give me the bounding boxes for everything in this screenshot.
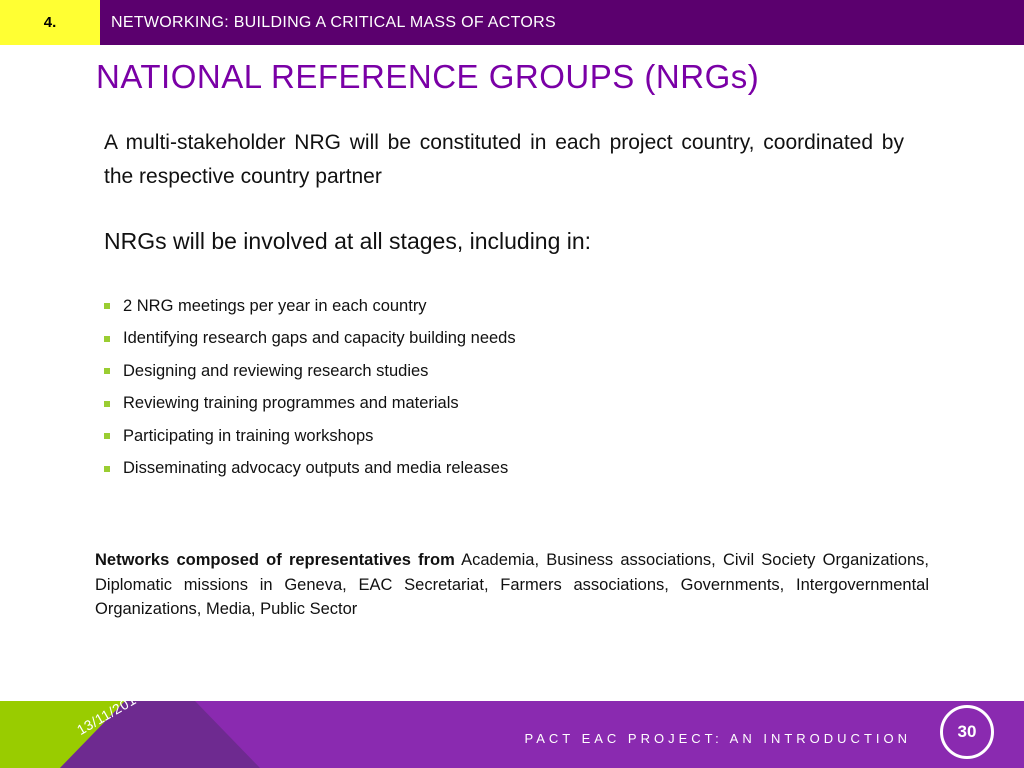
- list-item: [104, 290, 516, 323]
- networks-text: Academia, Business associations, Civil Society Organizations, Diplomatic missions in Geneva, EAC Secretariat, Farmers associations, Governments, Intergovernmental Organizations, Media, Public Sector: [95, 551, 929, 618]
- list-item-text: Designing and reviewing research studies: [123, 361, 429, 380]
- list-item-text: 2 NRG meetings per year in each country: [123, 296, 427, 315]
- footer-date: 13/11/2014: [74, 687, 147, 738]
- list-item: [104, 355, 516, 388]
- section-number: 4.: [0, 0, 100, 45]
- networks-paragraph: [95, 548, 929, 622]
- bullet-square-icon: [104, 466, 110, 472]
- slide-title: NATIONAL REFERENCE GROUPS (NRGs): [96, 58, 760, 95]
- list-item: [104, 420, 516, 453]
- list-item-text: Reviewing training programmes and materials: [123, 394, 459, 413]
- intro-paragraph: A multi-stakeholder NRG will be constituted in each project country, coordinated by the respective country partner: [104, 131, 904, 188]
- footer-caption: PACT EAC PROJECT: AN INTRODUCTION: [524, 731, 911, 746]
- lead-sentence: NRGs will be involved at all stages, including in:: [104, 228, 592, 254]
- bullet-square-icon: [104, 336, 110, 342]
- section-title: NETWORKING: BUILDING A CRITICAL MASS OF ACTORS: [111, 13, 556, 31]
- bullet-square-icon: [104, 303, 110, 309]
- page-number-badge: 30: [940, 705, 994, 759]
- networks-bold-lead: Networks composed of representatives from: [95, 551, 455, 569]
- bullet-square-icon: [104, 401, 110, 407]
- list-item-text: Participating in training workshops: [123, 426, 374, 445]
- list-item-text: Disseminating advocacy outputs and media releases: [123, 459, 509, 478]
- list-item: [104, 453, 516, 486]
- bullet-square-icon: [104, 433, 110, 439]
- list-item: [104, 388, 516, 421]
- bullet-square-icon: [104, 368, 110, 374]
- list-item-text: Identifying research gaps and capacity building needs: [123, 329, 516, 348]
- bullet-list: [104, 290, 516, 485]
- list-item: [104, 323, 516, 356]
